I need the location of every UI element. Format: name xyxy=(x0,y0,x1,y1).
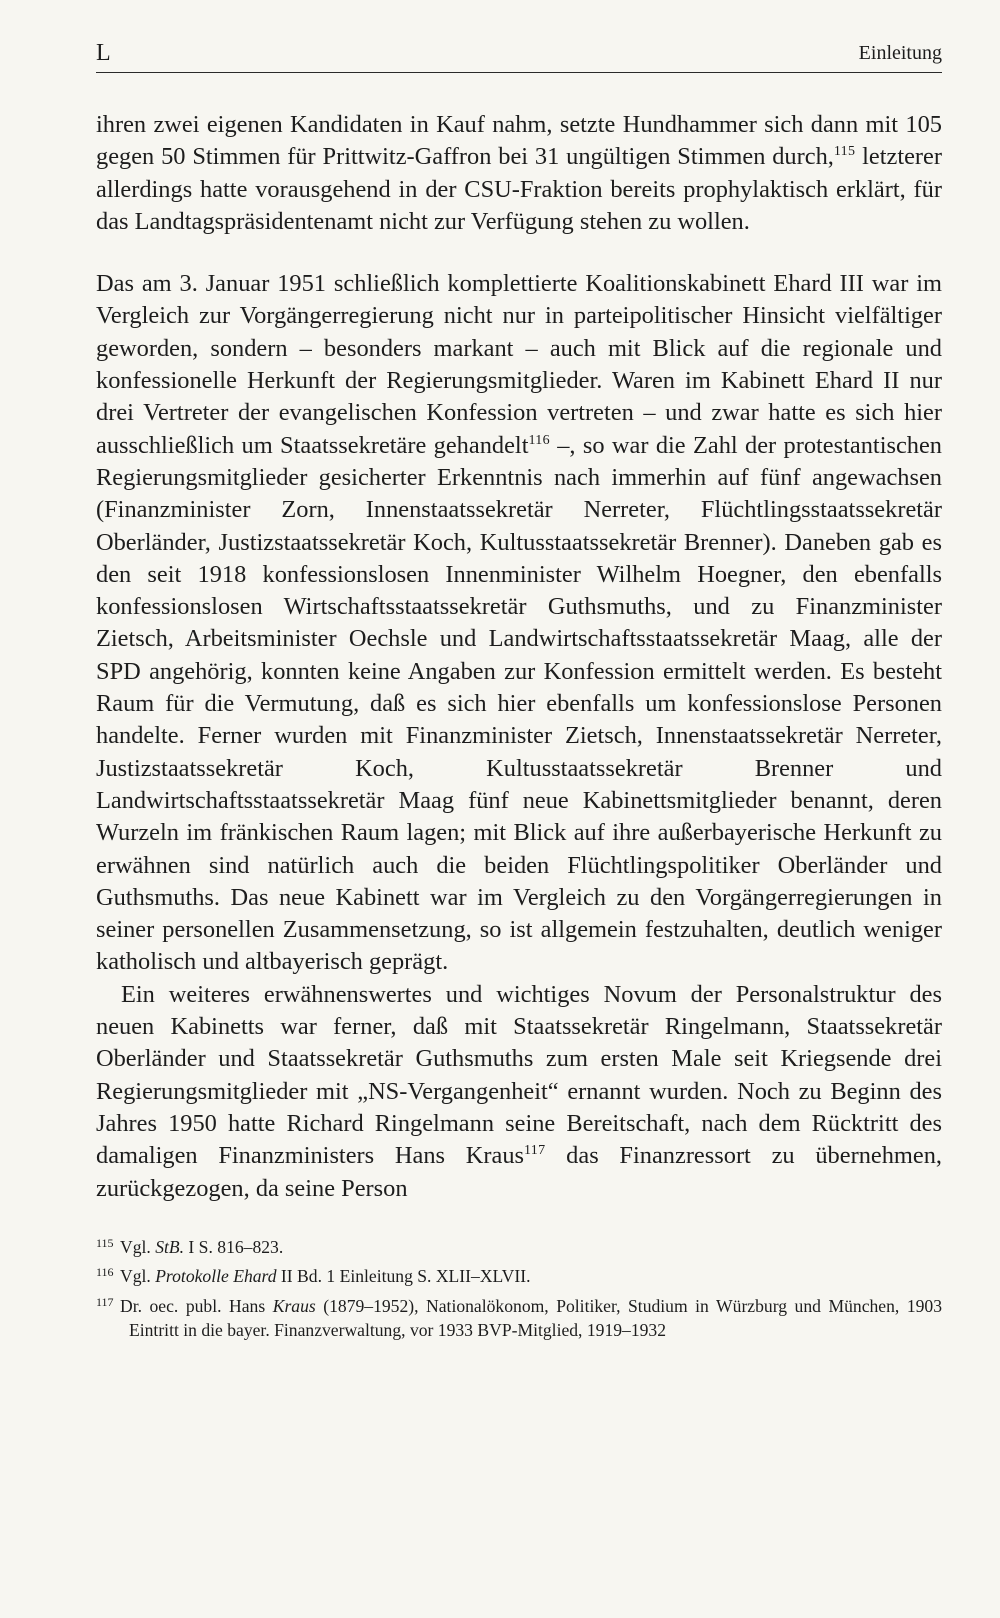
paragraph-3-text-a: Ein weiteres erwähnenswertes und wichtiges Novum der Personalstruktur des neuen Kabinetts war ferner, daß mit Staatssekretär Ringelmann, Staatssekretär Oberländer und Staatssekretär Guthsmuths zum ersten Male seit Kriegsende drei Regierungsmitglieder mit „NS-Vergangenheit“ ernannt wurden. Noch zu Beginn des Jahres 1950 hatte Richard Ringelmann seine Bereitschaft, nach dem Rücktritt des damaligen Finanzministers Hans Kraus xyxy=(96,980,942,1170)
running-head xyxy=(96,34,942,73)
main-text xyxy=(96,109,942,1205)
footnote-italic: Kraus xyxy=(272,1295,316,1316)
paragraph-3-text-b: das Finanzressort zu übernehmen, zurückgezogen, da seine Person xyxy=(96,1142,942,1202)
footnotes xyxy=(96,1235,942,1343)
paragraph-1-text-b: letzterer allerdings hatte vorausgehend in der CSU-Fraktion bereits prophylaktisch erklärt, für das Landtagspräsidentenamt nicht zur Verfügung stehen zu wollen. xyxy=(96,143,942,235)
footnote-text: (1879–1952), Nationalökonom, Politiker, Studium in Würzburg und München, 1903 Eintritt in die bayer. Finanzverwaltung, vor 1933 BVP-Mitglied, 1919–1932 xyxy=(129,1295,943,1341)
page-number: L xyxy=(96,40,112,66)
footnote-text: Vgl. xyxy=(120,1236,156,1257)
paragraph-2 xyxy=(96,268,942,979)
footnote-text: II Bd. 1 Einleitung S. XLII–XLVII. xyxy=(276,1266,531,1287)
footnote-ref-117[interactable]: 117 xyxy=(524,1143,546,1159)
book-page xyxy=(96,34,942,1348)
paragraph-3 xyxy=(96,979,942,1205)
footnote-text: I S. 816–823. xyxy=(184,1236,284,1257)
paragraph-2-text-b: –, so war die Zahl der protestantischen Regierungsmitglieder gesicherter Erkenntnis nach immerhin auf fünf angewachsen (Finanzminister Zorn, Innenstaatssekretär Nerreter, Flüchtlingsstaatssekretär Oberländer, Justizstaatssekretär Koch, Kultusstaatssekretär Brenner). Daneben gab es den seit 1918 konfessionslosen Innenminister Wilhelm Hoegner, den ebenfalls konfessionslosen Wirtschaftsstaatssekretär Guthsmuths, und zu Finanzminister Zietsch, Arbeitsminister Oechsle und Landwirtschaftsstaatssekretär Maag, alle der SPD angehörig, konnten keine Angaben zur Konfession ermittelt werden. Es besteht Raum für die Vermutung, daß es sich hier ebenfalls um konfessionslose Personen handelte. Ferner wurden mit Finanzminister Zietsch, Innenstaatssekretär Nerreter, Justizstaatssekretär Koch, Kultusstaatssekretär Brenner und Landwirtschaftsstaatssekretär Maag fünf neue Kabinettsmitglieder benannt, deren Wurzeln im fränkischen Raum lagen; mit Blick auf ihre außerbayerische Herkunft zu erwähnen sind natürlich auch die beiden Flüchtlingspolitiker Oberländer und Guthsmuths. Das neue Kabinett war im Vergleich zu den Vorgängerregierungen in seiner personellen Zusammensetzung, so ist allgemein festzuhalten, deutlich weniger katholisch und altbayerisch geprägt. xyxy=(96,431,943,976)
paragraph-2-text-a: Das am 3. Januar 1951 schließlich komplettierte Koalitionskabinett Ehard III war im Vergleich zur Vorgängerregierung nicht nur in parteipolitischer Hinsicht vielfältiger geworden, sondern – besonders markant – auch mit Blick auf die regionale und konfessionelle Herkunft der Regierungsmitglieder. Waren im Kabinett Ehard II nur drei Vertreter der evangelischen Konfession vertreten – und zwar hatte es sich hier ausschließlich um Staatssekretäre gehandelt xyxy=(96,270,942,459)
footnote-115: 115 Vgl. StB. I S. 816–823. xyxy=(96,1235,284,1257)
footnote-italic: StB. xyxy=(155,1236,185,1257)
footnote-text: Dr. oec. publ. Hans xyxy=(120,1295,273,1316)
paragraph-1 xyxy=(96,109,942,238)
footnote-italic: Protokolle Ehard xyxy=(155,1266,277,1287)
footnote-116: 116 Vgl. Protokolle Ehard II Bd. 1 Einleitung S. XLII–XLVII. xyxy=(96,1265,531,1287)
paragraph-1-text-a: ihren zwei eigenen Kandidaten in Kauf nahm, setzte Hundhammer sich dann mit 105 gegen 50 Stimmen für Prittwitz-Gaffron bei 31 ungültigen Stimmen durch, xyxy=(96,111,942,171)
footnote-ref-115[interactable]: 115 xyxy=(833,144,856,160)
section-title: Einleitung xyxy=(858,42,942,64)
footnote-117: 117 Dr. oec. publ. Hans Kraus (1879–1952), Nationalökonom, Politiker, Studium in Würzburg und München, 1903 Eintritt in die bayer. Finanzverwaltung, vor 1933 BVP-Mitglied, 1919–1932 xyxy=(96,1294,943,1341)
footnote-ref-116[interactable]: 116 xyxy=(528,432,550,448)
footnote-text: Vgl. xyxy=(120,1266,156,1287)
